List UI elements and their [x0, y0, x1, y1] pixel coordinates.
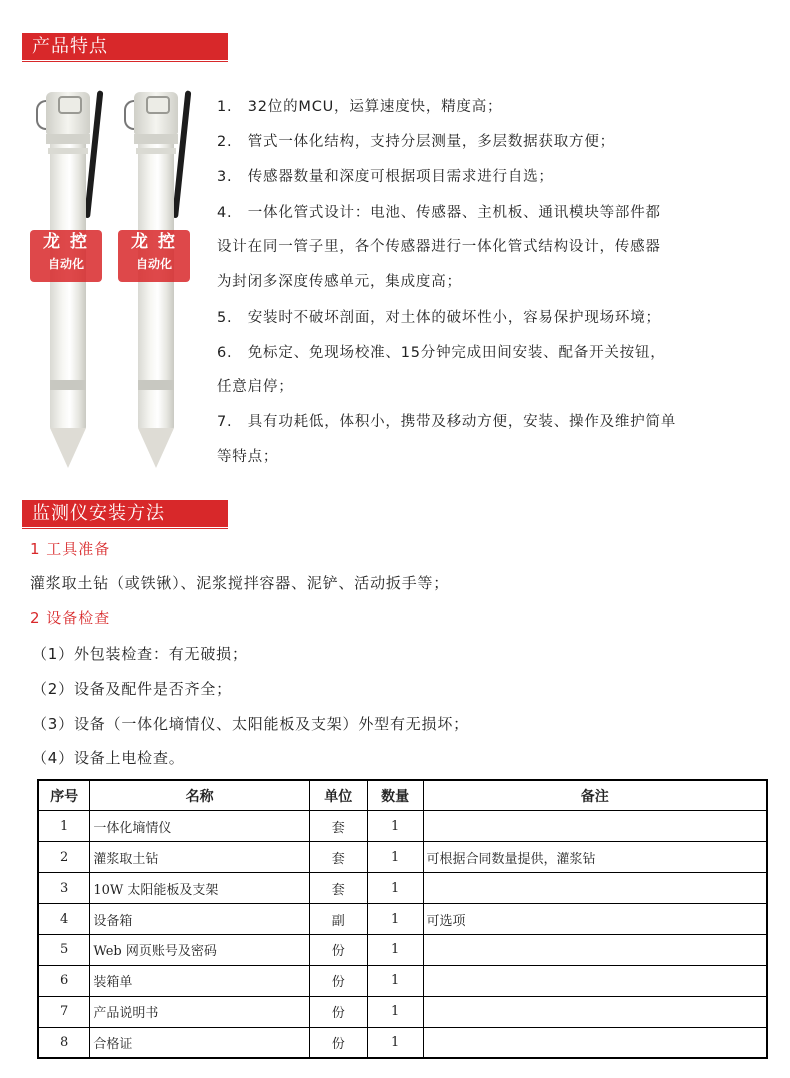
cell-remark	[423, 934, 767, 965]
step-text: 灌浆取土钻（或铁锹）、泥浆搅拌容器、泥铲、活动扳手等；	[30, 574, 450, 592]
table-row	[38, 965, 767, 996]
brand-logo	[30, 230, 102, 282]
brand-logo-line1: 龙 控	[131, 232, 177, 252]
device-band	[48, 148, 88, 154]
cell-name: 合格证	[90, 1027, 309, 1058]
cell-name: 10W 太阳能板及支架	[90, 873, 309, 904]
device-band	[134, 134, 178, 144]
device-band	[46, 134, 90, 144]
cell-remark	[423, 873, 767, 904]
feature-line: 任意启停；	[217, 379, 294, 395]
cell-remark	[423, 965, 767, 996]
section-title: 监测仪安装方法	[32, 503, 165, 524]
feature-line: 3. 传感器数量和深度可根据项目需求进行自选；	[217, 169, 554, 185]
brand-logo-line2: 自动化	[47, 257, 84, 271]
feature-line: 2. 管式一体化结构，支持分层测量，多层数据获取方便；	[217, 134, 615, 150]
check-item: （3）设备（一体化墒情仪、太阳能板及支架）外型有无损坏；	[32, 715, 469, 733]
cell-index: 5	[38, 934, 90, 965]
device-cap	[46, 92, 90, 134]
feature-line: 4. 一体化管式设计：电池、传感器、主机板、通讯模块等部件都	[217, 205, 661, 221]
header-name: 名称	[90, 780, 309, 811]
cell-unit: 份	[309, 934, 367, 965]
cell-name: 产品说明书	[90, 996, 309, 1027]
brand-logo-line1: 龙 控	[43, 232, 89, 252]
table-header-row	[38, 780, 767, 811]
items-table	[37, 779, 768, 1059]
cell-name: 装箱单	[90, 965, 309, 996]
brand-logo	[118, 230, 190, 282]
cell-quantity: 1	[367, 904, 423, 935]
step-title: 2 设备检查	[30, 609, 111, 627]
device-tip	[50, 428, 86, 468]
cell-name: Web 网页账号及密码	[90, 934, 309, 965]
cell-index: 7	[38, 996, 90, 1027]
feature-line: 为封闭多深度传感单元，集成度高；	[217, 274, 462, 290]
table-row	[38, 996, 767, 1027]
check-item: （2）设备及配件是否齐全；	[32, 680, 232, 698]
cell-remark	[423, 1027, 767, 1058]
header-unit: 单位	[309, 780, 367, 811]
cell-unit: 份	[309, 965, 367, 996]
brand-logo-line2: 自动化	[135, 257, 172, 271]
header-index: 序号	[38, 780, 90, 811]
feature-line: 等特点；	[217, 449, 279, 465]
cell-quantity: 1	[367, 934, 423, 965]
feature-line: 1. 32位的MCU，运算速度快，精度高；	[217, 99, 503, 115]
table-row	[38, 873, 767, 904]
cell-index: 8	[38, 1027, 90, 1058]
cell-unit: 套	[309, 842, 367, 873]
section-banner-product-features	[22, 33, 228, 60]
feature-line: 7. 具有功耗低，体积小，携带及移动方便，安装、操作及维护简单	[217, 414, 677, 430]
section-banner-installation	[22, 500, 228, 527]
device-cap	[134, 92, 178, 134]
device-joint	[50, 380, 86, 390]
cell-remark: 可选项	[423, 904, 767, 935]
cell-quantity: 1	[367, 842, 423, 873]
feature-line: 6. 免标定、免现场校准、15分钟完成田间安装、配备开关按钮，	[217, 345, 666, 361]
cap-ring	[146, 96, 170, 114]
cell-quantity: 1	[367, 965, 423, 996]
check-item: （4）设备上电检查。	[32, 749, 185, 767]
cell-unit: 副	[309, 904, 367, 935]
cell-quantity: 1	[367, 873, 423, 904]
cell-index: 6	[38, 965, 90, 996]
table-row	[38, 1027, 767, 1058]
table-row	[38, 811, 767, 842]
cell-name: 设备箱	[90, 904, 309, 935]
cell-unit: 份	[309, 996, 367, 1027]
header-remark: 备注	[423, 780, 767, 811]
section-title: 产品特点	[32, 36, 108, 57]
device-tip	[138, 428, 174, 468]
cell-name: 灌浆取土钻	[90, 842, 309, 873]
feature-line: 5. 安装时不破坏剖面，对土体的破坏性小，容易保护现场环境；	[217, 310, 661, 326]
cell-index: 2	[38, 842, 90, 873]
step-title: 1 工具准备	[30, 540, 111, 558]
cell-unit: 套	[309, 811, 367, 842]
cell-quantity: 1	[367, 996, 423, 1027]
cell-quantity: 1	[367, 811, 423, 842]
cell-index: 3	[38, 873, 90, 904]
device-image-left	[40, 90, 96, 470]
cell-remark	[423, 811, 767, 842]
table-row	[38, 934, 767, 965]
check-item: （1）外包装检查：有无破损；	[32, 645, 248, 663]
feature-line: 设计在同一管子里，各个传感器进行一体化管式结构设计，传感器	[217, 239, 661, 255]
cell-name: 一体化墒情仪	[90, 811, 309, 842]
device-band	[136, 148, 176, 154]
cell-remark: 可根据合同数量提供，灌浆钻	[423, 842, 767, 873]
table-row	[38, 904, 767, 935]
cell-index: 4	[38, 904, 90, 935]
table-row	[38, 842, 767, 873]
cell-remark	[423, 996, 767, 1027]
cell-index: 1	[38, 811, 90, 842]
device-joint	[138, 380, 174, 390]
device-image-right	[128, 90, 184, 470]
cell-quantity: 1	[367, 1027, 423, 1058]
cell-unit: 套	[309, 873, 367, 904]
cap-ring	[58, 96, 82, 114]
cell-unit: 份	[309, 1027, 367, 1058]
header-quantity: 数量	[367, 780, 423, 811]
